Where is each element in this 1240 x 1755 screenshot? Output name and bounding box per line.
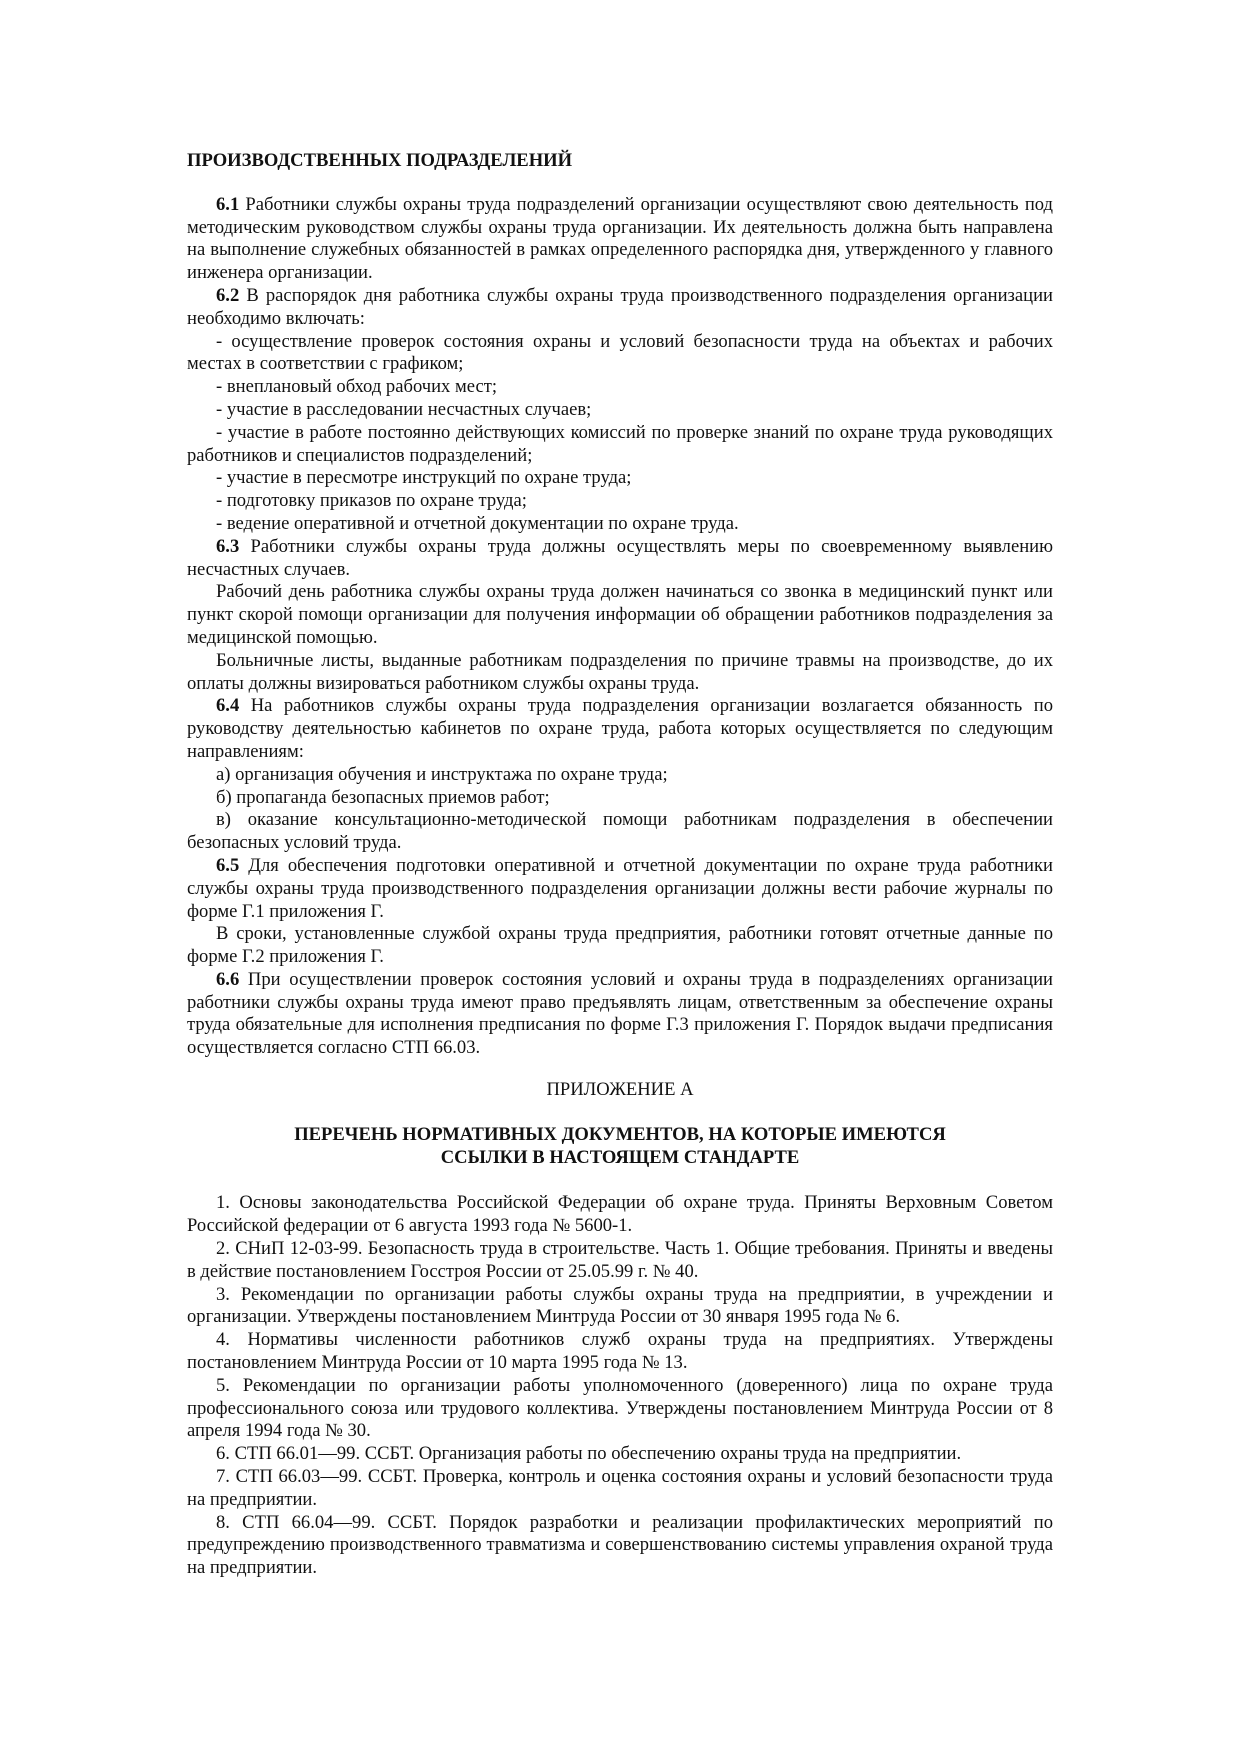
reference-item: 2. СНиП 12-03-99. Безопасность труда в строительстве. Часть 1. Общие требования. Приняты и введены в действие постановлением Госстроя России от 25.05.99 г. № 40. xyxy=(187,1238,1053,1282)
clause-text: Работники службы охраны труда подразделений организации осуществляют свою деятельность под методическим руководством службы охраны труда организации. Их деятельность должна быть направлена на выполнение служебных обязанностей в рамках определенного распорядка дня, утвержденного у главного инженера организации. xyxy=(187,193,1053,284)
paragraph-6-5 xyxy=(187,855,1053,923)
reference-item: 7. СТП 66.03—99. ССБТ. Проверка, контроль и оценка состояния охраны и условий безопасности труда на предприятии. xyxy=(187,1466,1053,1510)
paragraph-6-2 xyxy=(187,285,1053,331)
appendix-title-line: ПЕРЕЧЕНЬ НОРМАТИВНЫХ ДОКУМЕНТОВ, НА КОТОРЫЕ ИМЕЮТСЯ xyxy=(294,1123,946,1145)
appendix-title-line: ССЫЛКИ В НАСТОЯЩЕМ СТАНДАРТЕ xyxy=(440,1146,800,1168)
list-item: - осуществление проверок состояния охраны и условий безопасности труда на объектах и рабочих местах в соответствии с графиком; xyxy=(187,330,1053,375)
appendix-label: ПРИЛОЖЕНИЕ А xyxy=(546,1079,694,1101)
reference-item: 5. Рекомендации по организации работы уполномоченного (доверенного) лица по охране труда профессионального союза или трудового коллектива. Утверждены постановлением Минтруда России от 8 апреля 1994 года № 30. xyxy=(187,1374,1053,1442)
list-item: б) пропаганда безопасных приемов работ; xyxy=(216,786,550,808)
reference-item: 4. Нормативы численности работников служб охраны труда на предприятиях. Утверждены постановлением Минтруда России от 10 марта 1995 года № 13. xyxy=(187,1329,1053,1374)
paragraph: Больничные листы, выданные работникам подразделения по причине травмы на производстве, до их оплаты должны визироваться работником службы охраны труда. xyxy=(187,649,1053,694)
list-item: в) оказание консультационно-методической помощи работникам подразделения в обеспечении безопасных условий труда. xyxy=(187,809,1053,854)
paragraph: В сроки, установленные службой охраны труда предприятия, работники готовят отчетные данные по форме Г.2 приложения Г. xyxy=(187,923,1053,968)
list-item: - подготовку приказов по охране труда; xyxy=(216,490,527,512)
paragraph: Рабочий день работника службы охраны труда должен начинаться со звонка в медицинский пункт или пункт скорой помощи организации для получения информации об обращении работников подразделения за медицинской помощью. xyxy=(187,581,1053,648)
clause-text: Для обеспечения подготовки оперативной и отчетной документации по охране труда работники службы охраны труда производственного подразделения организации должны вести рабочие журналы по форме Г.1 приложения Г. xyxy=(187,854,1053,922)
list-item: - ведение оперативной и отчетной документации по охране труда. xyxy=(216,512,739,534)
clause-text: При осуществлении проверок состояния условий и охраны труда в подразделениях организации работники службы охраны труда имеют право предъявлять лицам, ответственным за обеспечение охраны труда обязательные для исполнения предписания по форме Г.3 приложения Г. Порядок выдачи предписания осуществляется согласно СТП 66.03. xyxy=(187,968,1053,1059)
list-item: - участие в работе постоянно действующих комиссий по проверке знаний по охране труда руководящих работников и специалистов подразделений; xyxy=(187,421,1053,466)
clause-number: 6.2 xyxy=(216,284,240,306)
reference-item: 6. СТП 66.01—99. ССБТ. Организация работы по обеспечению охраны труда на предприятии. xyxy=(216,1443,962,1465)
paragraph-6-6 xyxy=(187,969,1053,1060)
list-item: - участие в расследовании несчастных случаев; xyxy=(216,398,592,420)
list-item: - внеплановый обход рабочих мест; xyxy=(216,376,498,398)
appendix-title xyxy=(187,1124,1053,1170)
list-item: а) организация обучения и инструктажа по охране труда; xyxy=(216,763,668,785)
list-item: - участие в пересмотре инструкций по охране труда; xyxy=(216,467,632,489)
clause-text: В распорядок дня работника службы охраны труда производственного подразделения организации необходимо включать: xyxy=(187,284,1053,329)
clause-text: Работники службы охраны труда должны осуществлять меры по своевременному выявлению несчастных случаев. xyxy=(187,535,1053,580)
paragraph-6-1 xyxy=(187,194,1053,285)
clause-text: На работников службы охраны труда подразделения организации возлагается обязанность по руководству деятельностью кабинетов по охране труда, работа которых осуществляется по следующим направлениям: xyxy=(187,695,1053,762)
document-page xyxy=(187,150,1053,1580)
clause-number: 6.1 xyxy=(216,193,240,215)
reference-item: 3. Рекомендации по организации работы службы охраны труда на предприятии, в учреждении и организации. Утверждены постановлением Минтруда России от 30 января 1995 года № 6. xyxy=(187,1283,1053,1328)
clause-number: 6.6 xyxy=(216,968,240,990)
reference-item: 8. СТП 66.04—99. ССБТ. Порядок разработки и реализации профилактических мероприятий по предупреждению производственного травматизма и совершенствованию системы управления охраной труда на предприятии. xyxy=(187,1511,1053,1579)
section-heading: ПРОИЗВОДСТВЕННЫХ ПОДРАЗДЕЛЕНИЙ xyxy=(187,150,573,171)
clause-number: 6.5 xyxy=(216,854,240,876)
clause-number: 6.3 xyxy=(216,535,240,557)
paragraph-6-4 xyxy=(187,695,1053,763)
clause-number: 6.4 xyxy=(216,695,240,717)
reference-item: 1. Основы законодательства Российской Федерации об охране труда. Приняты Верховным Советом Российской федерации от 6 августа 1993 года № 5600-1. xyxy=(187,1192,1053,1237)
paragraph-6-3 xyxy=(187,536,1053,582)
